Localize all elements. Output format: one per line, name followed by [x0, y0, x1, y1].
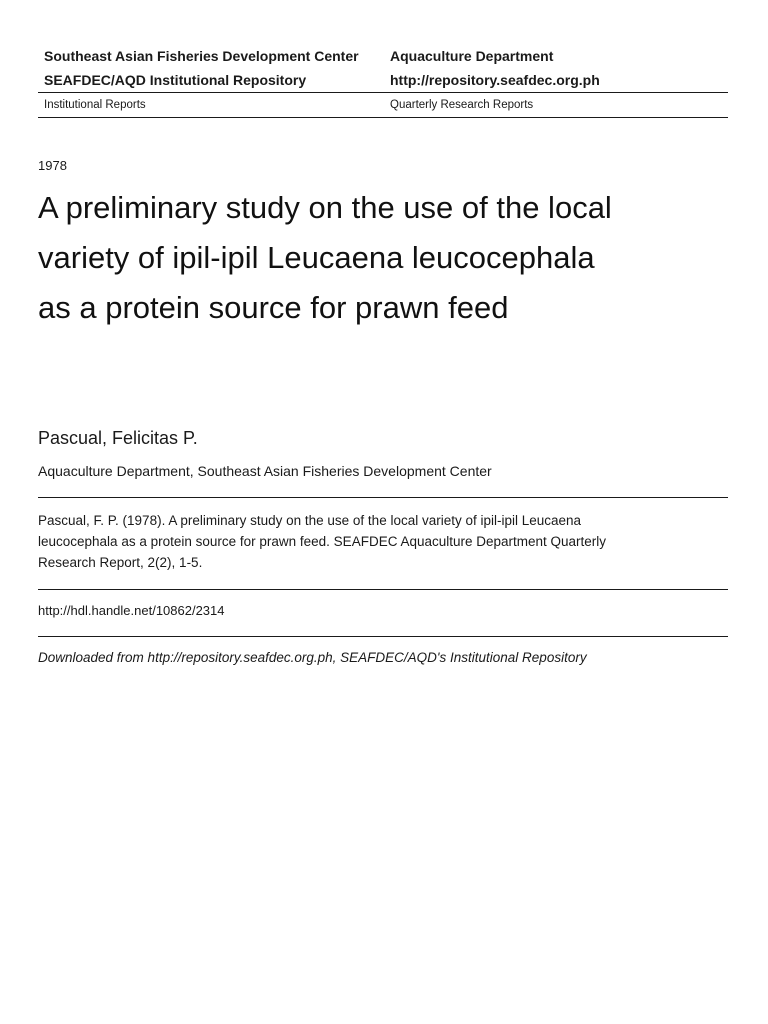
series-label: Quarterly Research Reports — [390, 99, 534, 111]
handle-link[interactable]: http://hdl.handle.net/10862/2314 — [38, 603, 225, 618]
divider-above-handle — [38, 589, 728, 590]
header-row-repository — [38, 68, 728, 92]
repository-url-link[interactable]: http://repository.seafdec.org.ph — [390, 72, 600, 88]
header-row-organization — [38, 44, 728, 68]
org-name: Southeast Asian Fisheries Development Center — [44, 48, 359, 64]
collection-label: Institutional Reports — [44, 99, 146, 111]
header-row-collection — [38, 93, 728, 117]
author-affiliation: Aquaculture Department, Southeast Asian Fisheries Development Center — [38, 463, 492, 479]
repository-header — [38, 44, 728, 118]
department-name: Aquaculture Department — [390, 48, 554, 64]
author-name: Pascual, Felicitas P. — [38, 428, 198, 448]
document-title: A preliminary study on the use of the local variety of ipil-ipil Leucaena leucocephala as a protein source for prawn feed — [38, 190, 612, 325]
download-note: Downloaded from http://repository.seafdec.org.ph, SEAFDEC/AQD's Institutional Repository — [38, 650, 587, 665]
divider-above-download-note — [38, 636, 728, 637]
header-divider-bottom — [38, 117, 728, 118]
publication-year: 1978 — [38, 158, 67, 173]
repository-name: SEAFDEC/AQD Institutional Repository — [44, 72, 307, 88]
divider-above-citation — [38, 497, 728, 498]
citation-text: Pascual, F. P. (1978). A preliminary study on the use of the local variety of ipil-ipil Leucaena leucocephala as a protein source for prawn feed. SEAFDEC Aquaculture Department Quarterly Research Report, 2(2), 1-5. — [38, 513, 607, 570]
